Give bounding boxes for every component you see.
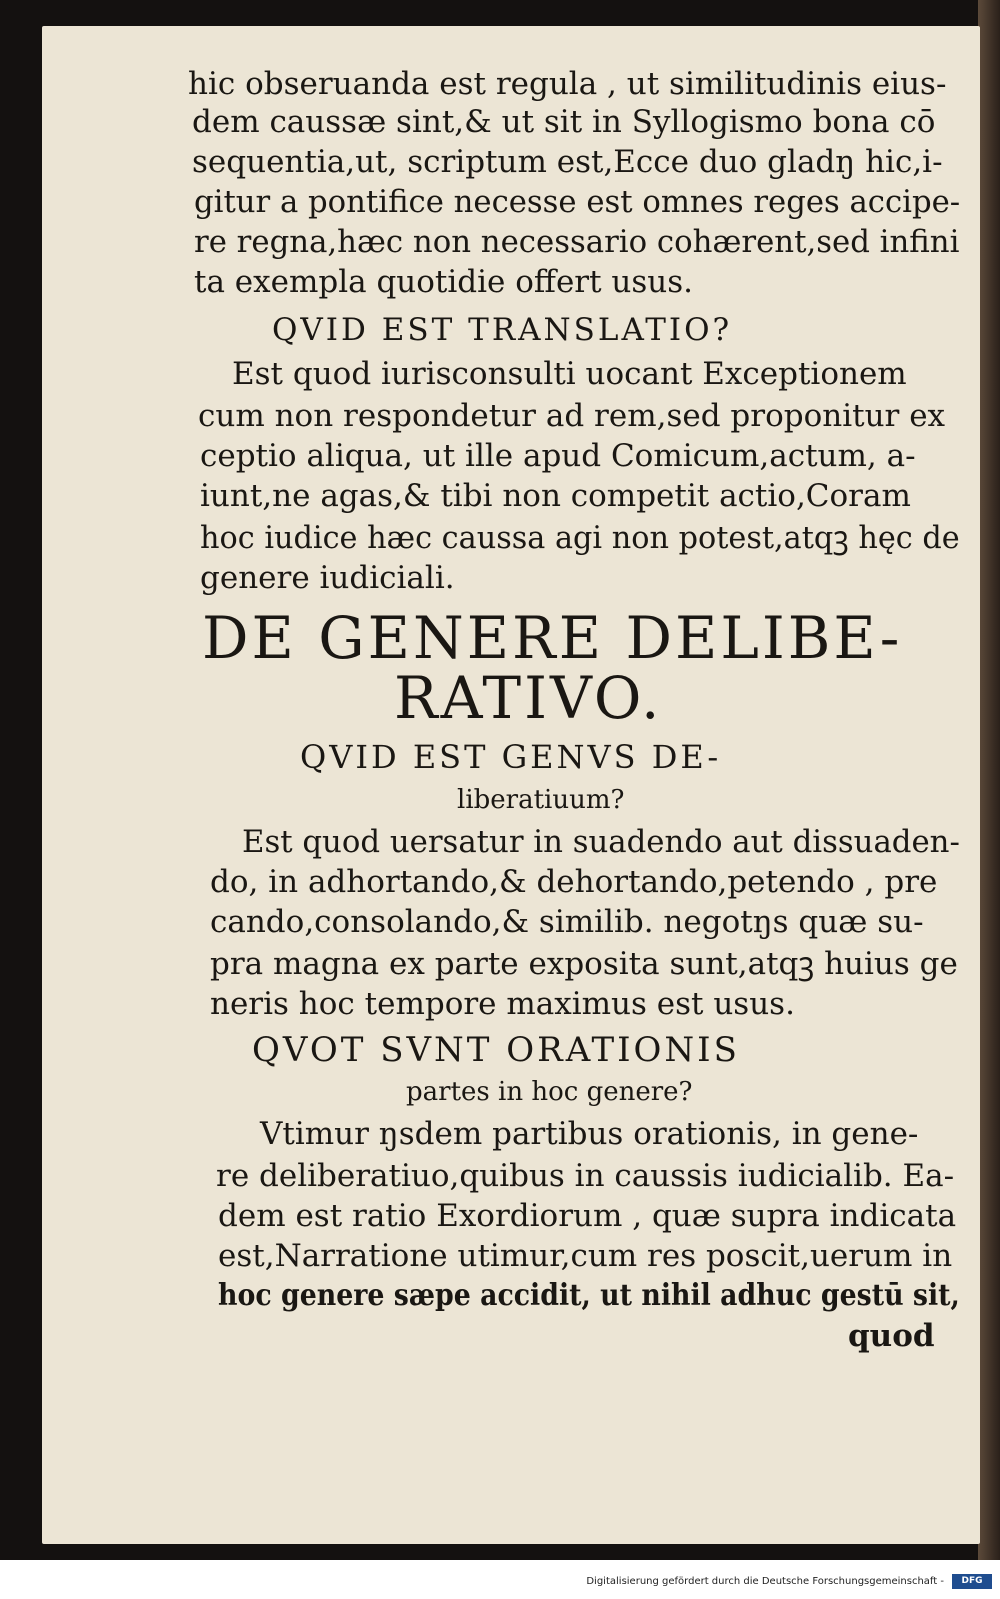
text-line: est,Narratione utimur,cum res poscit,uerum in — [218, 1238, 953, 1274]
text-line: re deliberatiuo,quibus in caussis iudicialib. Ea- — [216, 1158, 955, 1194]
text-line: Est quod uersatur in suadendo aut dissuaden- — [242, 824, 960, 860]
text-line: hoc iudice hæc caussa agi non potest,atqꝫ hęc de — [200, 520, 960, 556]
chapter-title-line-1: DE GENERE DELIBE- — [202, 604, 903, 672]
section-heading: QVID EST GENVS DE- — [300, 738, 722, 776]
chapter-title-line-2: RATIVO. — [394, 664, 663, 732]
digitization-footer — [0, 1560, 1000, 1599]
text-line: cum non respondetur ad rem,sed proponitur ex — [198, 398, 946, 434]
text-line: pra magna ex parte exposita sunt,atqꝫ huius ge — [210, 946, 958, 982]
dfg-logo: DFG — [952, 1574, 992, 1589]
section-heading: QVOT SVNT ORATIONIS — [252, 1030, 740, 1070]
text-line: Vtimur ŋsdem partibus orationis, in gene- — [260, 1116, 919, 1152]
text-line: genere iudiciali. — [200, 560, 455, 596]
text-line: re regna,hæc non necessario cohærent,sed infini — [194, 224, 960, 260]
text-line: neris hoc tempore maximus est usus. — [210, 986, 795, 1022]
text-line: gitur a pontifice necesse est omnes reges accipe- — [194, 184, 961, 220]
book-gutter — [978, 0, 1000, 1560]
catchword: quod — [848, 1318, 935, 1354]
footer-credit-text: Digitalisierung gefördert durch die Deutsche Forschungsgemeinschaft - — [586, 1576, 944, 1587]
text-line: dem est ratio Exordiorum , quæ supra indicata — [218, 1198, 957, 1234]
text-line: Est quod iurisconsulti uocant Exceptionem — [232, 356, 907, 392]
text-line: dem caussæ sint,& ut sit in Syllogismo bona cō — [192, 104, 936, 140]
text-line: do, in adhortando,& dehortando,petendo , pre — [210, 864, 938, 900]
text-line: iunt,ne agas,& tibi non competit actio,Coram — [200, 478, 911, 514]
section-heading: QVID EST TRANSLATIO? — [272, 312, 733, 348]
text-line: hic obseruanda est regula , ut similitudinis eius- — [188, 66, 947, 102]
text-line: ceptio aliqua, ut ille apud Comicum,actum, a- — [200, 438, 916, 474]
text-line: cando,consolando,& similib. negotŋs quæ su- — [210, 904, 924, 940]
text-line: ta exempla quotidie offert usus. — [194, 264, 694, 300]
book-page — [42, 26, 980, 1544]
text-line: hoc genere sæpe accidit, ut nihil adhuc gestū sit, — [218, 1278, 960, 1313]
section-subheading: partes in hoc genere? — [406, 1077, 693, 1107]
section-subheading: liberatiuum? — [457, 785, 625, 815]
text-line: sequentia,ut, scriptum est,Ecce duo gladŋ hic,i- — [192, 144, 943, 180]
